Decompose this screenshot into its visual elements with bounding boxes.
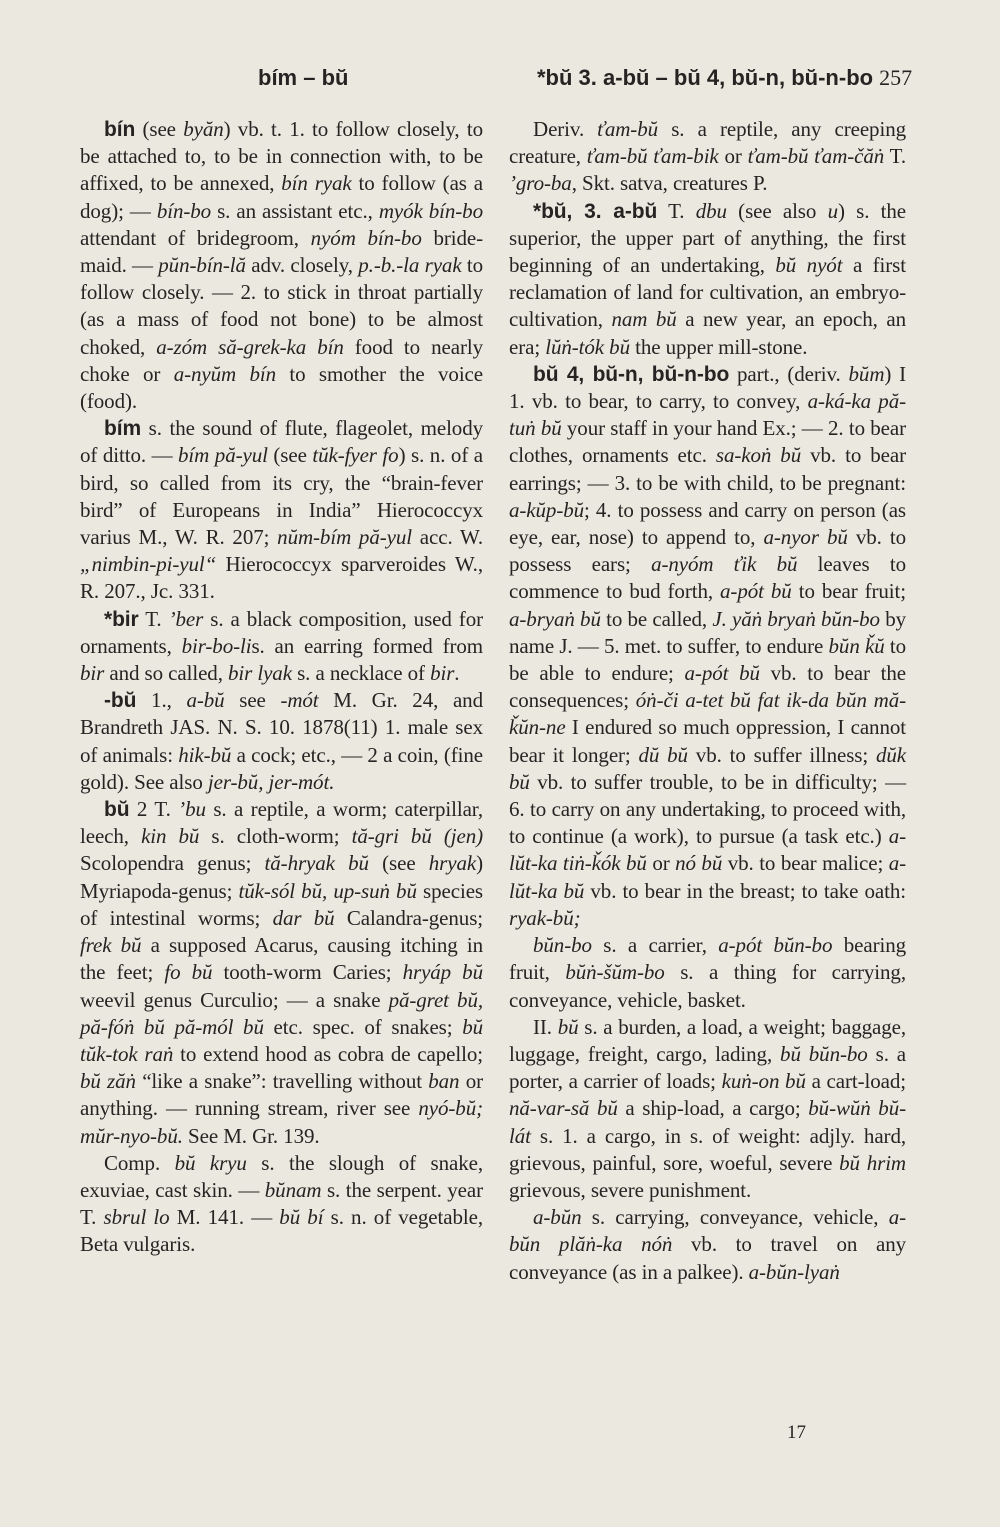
entry-text: or: [646, 851, 676, 876]
entry-text: T.: [138, 606, 169, 631]
entry-text: the upper mill-stone.: [629, 334, 808, 359]
entry-text: s. a thing for carrying, conveyance, vehicle, basket.: [509, 960, 906, 1012]
entry-text: a supposed Acarus, causing itching in the feet;: [80, 933, 483, 985]
entry-text: by name J. — 5. met. to suffer, to endure: [509, 606, 907, 658]
italic-term: dŭ bŭ: [638, 742, 688, 767]
entry-text: and so called,: [104, 661, 228, 686]
italic-term: bín ryak: [281, 171, 352, 196]
entry-text: adv. closely,: [245, 253, 359, 278]
entry-abun: [509, 1204, 906, 1286]
entry-text: or: [718, 144, 748, 169]
entry-text: 2 T.: [129, 797, 179, 822]
italic-term: byăn: [183, 117, 224, 141]
entry-text: bearing fruit,: [509, 933, 907, 985]
italic-term: ’bu: [178, 797, 206, 822]
italic-term: hryáp bŭ: [402, 960, 483, 985]
entry-text: to smother the voice (food).: [80, 361, 483, 414]
italic-term: nam bŭ: [611, 307, 677, 332]
entry-bunbo: [509, 932, 906, 1014]
entry-bu4: [509, 361, 906, 932]
italic-term: nyó-bŭ; mŭr-nyo-bŭ.: [80, 1096, 483, 1148]
entry-text: Hierococcyx sparveroides W., R. 207., Jc. 331.: [80, 552, 483, 604]
italic-term: hryak: [428, 851, 477, 876]
entry-text: s. 1. a cargo, in s. of weight: adjly. hard, grievous, painful, sore, woeful, severe: [509, 1123, 906, 1175]
headword: *bŭ, 3. a-bŭ: [533, 199, 658, 223]
entry-text: see: [224, 688, 281, 713]
entry-bu3: [509, 198, 906, 361]
italic-term: ťam-bŭ ťam-čăṅ: [747, 144, 885, 169]
italic-term: a-nyóm ťik bŭ: [651, 552, 798, 577]
italic-term: bŭ kryu: [174, 1150, 247, 1175]
running-head-right-text: *bŭ 3. a-bŭ – bŭ 4, bŭ-n, bŭ-n-bo: [537, 65, 874, 90]
italic-term: a-kŭp-bŭ: [509, 497, 585, 522]
italic-term: bŭṅ-šŭm-bo: [565, 960, 665, 985]
italic-term: lŭṅ-tók bŭ: [545, 334, 630, 359]
entry-text: , Skt. satva, creatures P.: [571, 171, 768, 196]
italic-term: a-zóm să-grek-ka bín: [156, 334, 344, 359]
italic-term: bŭ hrim: [839, 1150, 906, 1175]
entry-deriv: [509, 116, 906, 198]
entry-text: part., (deriv.: [729, 361, 849, 386]
italic-term: óṅ-či a-tet bŭ fat ik-da bŭn mă-ǩŭn-ne: [509, 688, 906, 740]
entry-text: T.: [884, 144, 906, 169]
italic-term: bŭ bí: [279, 1205, 324, 1230]
entry-text: vb. to bear earrings; — 3. to be with child, to be pregnant:: [509, 443, 906, 495]
headword: bŭ 4, bŭ-n, bŭ-n-bo: [533, 362, 730, 386]
italic-term: myók bín-bo: [378, 198, 483, 223]
entry-text: species of intestinal worms;: [80, 878, 483, 930]
italic-term: bir: [80, 661, 105, 686]
entry-text: to extend hood as cobra de capello;: [173, 1041, 483, 1066]
entry-text: (see: [267, 443, 313, 468]
entry-text: to follow (as a dog); —: [80, 171, 483, 223]
entry-text: M. 141. —: [169, 1205, 280, 1230]
entry-text: vb. to bear malice;: [722, 851, 889, 876]
italic-term: a-bŭn: [533, 1205, 582, 1230]
entry-text: s. the sound of flute, flageolet, melody of ditto. —: [80, 416, 483, 468]
italic-term: pŭn-bín-lă: [158, 253, 246, 278]
entry-text: Comp.: [104, 1150, 175, 1175]
entry-comp: [80, 1150, 483, 1259]
entry-text: acc. W.: [411, 525, 483, 550]
entry-text: food to nearly choke or: [80, 334, 483, 386]
entry-text: .: [454, 661, 460, 686]
entry-text: II.: [533, 1014, 558, 1039]
entry-text: to follow closely. — 2. to stick in throat partially (as a mass of food not bone) to be almost choked,: [80, 253, 483, 359]
entry-text: a first reclamation of land for cultivation, an embryo-cultivation,: [509, 253, 906, 332]
entry-text: ) s. the superior, the upper part of anything, the first beginning of an undertaking,: [509, 198, 906, 278]
entry-text: vb. to travel on any conveyance (as in a palkee).: [509, 1232, 907, 1284]
entry-text: s. the slough of snake, exuviae, cast skin. —: [80, 1150, 484, 1202]
entry-text: s. a burden, a load, a weight; baggage, luggage, freight, cargo, lading,: [509, 1014, 906, 1066]
headword: bín: [104, 118, 136, 141]
entry-text: s. n. of vegetable, Beta vulgaris.: [80, 1205, 483, 1257]
entry-text: (see also: [726, 198, 828, 223]
italic-term: a-bŭn-lyaṅ: [748, 1259, 840, 1284]
entry-text: Deriv.: [533, 117, 598, 141]
entry-text: or anything. — running stream, river see: [80, 1069, 483, 1121]
italic-term: nŭm-bím pă-yul: [277, 525, 412, 550]
italic-term: bŭ bŭn-bo: [780, 1041, 868, 1066]
italic-term: frek bŭ: [80, 933, 142, 958]
entry-text: ) Myriapoda-genus;: [80, 851, 484, 903]
italic-term: ’ber: [168, 606, 204, 631]
entry-text: s. cloth-worm;: [199, 824, 352, 849]
italic-term: tŭk-sól bŭ, up-suṅ bŭ: [238, 878, 417, 903]
entry-text: ) vb. t. 1. to follow closely, to be attached to, to be in connection with, to be affixed, to be annexed,: [80, 117, 483, 196]
entry-text: etc. spec. of snakes;: [263, 1014, 463, 1039]
entry-text: s. a reptile, a worm; caterpillar, leech,: [80, 797, 483, 849]
entry-text: a cock; etc., — 2 a coin, (fine gold). See also: [80, 742, 483, 794]
italic-term: a-bŭ: [186, 688, 225, 713]
italic-term: bŭ-wŭṅ bŭ-lát: [509, 1096, 906, 1148]
entry-text: T.: [657, 198, 696, 223]
entry-bim: [80, 415, 483, 605]
italic-term: a-bŭn plăṅ-ka nóṅ: [509, 1205, 906, 1257]
running-head-left: bím – bŭ: [258, 65, 349, 90]
italic-term: bŭ zăṅ: [80, 1069, 136, 1094]
entry-text: s. carrying, conveyance, vehicle,: [581, 1205, 889, 1230]
italic-term: dbu: [695, 198, 727, 223]
italic-term: bŭn ǩŭ: [828, 633, 885, 658]
entry-text: to be called,: [600, 606, 713, 631]
entry-text: s. an assistant etc.,: [211, 198, 379, 223]
italic-term: tŭk-fyer fo: [312, 443, 399, 468]
italic-term: bir: [430, 661, 455, 686]
entry-text: (see: [368, 851, 429, 876]
italic-term: bir lyak: [228, 661, 292, 686]
italic-term: nă-var-să bŭ: [509, 1096, 618, 1121]
entry-text: Scolopendra genus;: [80, 851, 265, 876]
italic-term: ’gro-ba: [509, 171, 572, 196]
italic-term: pă-gret bŭ, pă-fóṅ bŭ pă-mól bŭ: [80, 987, 483, 1039]
italic-term: „nimbin-pi-yul“: [80, 552, 217, 577]
entry-text: s. a necklace of: [291, 661, 431, 686]
entry-text: grievous, severe punishment.: [509, 1177, 752, 1202]
entry-bu2: [80, 796, 483, 1150]
italic-term: bím pă-yul: [178, 443, 268, 468]
entry-text: a ship-load, a cargo;: [617, 1096, 809, 1121]
italic-term: p.-b.-la ryak: [358, 253, 462, 278]
italic-term: ťam-bŭ ťam-bik: [586, 144, 719, 169]
right-column: [509, 116, 906, 1286]
signature-mark: 17: [787, 1422, 806, 1443]
headword: *bir: [104, 607, 139, 631]
entry-text: s. the serpent. year T.: [80, 1177, 483, 1230]
italic-term: a-ká-ka pă-tuṅ bŭ: [509, 389, 906, 441]
entry-text: ) s. n. of a bird, so called from its cry, the “brain-fever bird” of Europeans in India” Hierococcyx varius M., W. R. 207;: [80, 443, 483, 550]
italic-term: u: [827, 198, 838, 223]
italic-term: bŭ: [557, 1014, 579, 1039]
entry-text: your staff in your hand Ex.; — 2. to bear clothes, ornaments etc.: [509, 416, 906, 468]
italic-term: jer-bŭ, jer-mót.: [207, 769, 335, 794]
headword: -bŭ: [104, 689, 137, 713]
entry-text: s. an earring formed from: [251, 633, 483, 658]
left-column: [80, 116, 483, 1259]
entry-text: “like a snake”: travelling without: [135, 1069, 429, 1094]
italic-term: ryak-bŭ;: [509, 905, 581, 930]
entry-text: tooth-worm Caries;: [212, 960, 403, 985]
italic-term: a-nyŭm bín: [173, 361, 277, 386]
headword: bím: [104, 417, 142, 441]
italic-term: sa-koṅ bŭ: [715, 443, 802, 468]
entry-text: s. a reptile, any creeping creature,: [509, 117, 906, 169]
entry-bir: [80, 606, 483, 688]
entry-text: 1.,: [136, 688, 187, 713]
page-number: 257: [879, 65, 913, 90]
entry-text: Calandra-genus;: [334, 905, 483, 930]
italic-term: J. yăṅ bryaṅ bŭn-bo: [712, 606, 880, 631]
entry-text: vb. to bear in the breast; to take oath:: [584, 878, 906, 903]
entry-text: vb. to possess ears;: [509, 525, 907, 577]
italic-term: bín-bo: [156, 198, 212, 223]
italic-term: a-lŭt-ka tiṅ-ǩók bŭ: [509, 824, 906, 876]
italic-term: a-nyor bŭ: [763, 525, 848, 550]
entry-bu1: [80, 687, 483, 796]
italic-term: dŭk bŭ: [509, 742, 906, 794]
entry-text: vb. to suffer trouble, to be in difficulty; — 6. to carry on any undertaking, to proceed with, to continue (a work), to pursue (a task etc.): [509, 769, 906, 849]
italic-term: bŭ nyót: [775, 253, 843, 278]
entry-text: M. Gr. 24, and Brandreth JAS. N. S. 10. 1878(11) 1. male sex of animals:: [80, 688, 483, 767]
entry-text: weevil genus Curculio; — a snake: [80, 987, 389, 1012]
headword: bŭ: [104, 798, 130, 822]
running-head-right: [537, 64, 912, 92]
entry-text: to bear fruit;: [791, 579, 906, 604]
italic-term: kin bŭ: [141, 824, 200, 849]
italic-term: a-bryaṅ bŭ: [509, 606, 601, 631]
italic-term: a-pót bŭ: [720, 579, 792, 604]
italic-term: a-lŭt-ka bŭ: [509, 851, 906, 903]
italic-term: bŭn-bo: [533, 933, 592, 958]
entry-text: leaves to commence to bud forth,: [509, 552, 906, 604]
entry-text: vb. to bear the consequences;: [509, 661, 906, 713]
italic-term: nyóm bín-bo: [310, 225, 422, 250]
italic-term: hik-bŭ: [178, 742, 232, 767]
italic-term: a-pót bŭn-bo: [718, 933, 833, 958]
italic-term: bŭm: [848, 361, 885, 386]
entry-bin: [80, 116, 483, 415]
entry-text: s. a black composition, used for ornaments,: [80, 606, 483, 658]
italic-term: sbrul lo: [103, 1205, 170, 1230]
italic-term: nó bŭ: [675, 851, 723, 876]
italic-term: ban: [428, 1069, 460, 1094]
italic-term: a-pót bŭ: [684, 661, 760, 686]
italic-term: ťam-bŭ: [597, 117, 658, 141]
entry-text: s. a carrier,: [591, 933, 719, 958]
italic-term: tă-gri bŭ (jen): [351, 824, 483, 849]
italic-term: dar bŭ: [272, 905, 335, 930]
entry-text: See M. Gr. 139.: [182, 1123, 320, 1148]
italic-term: bir-bo-li: [181, 633, 252, 658]
entry-text: bride-maid. —: [80, 225, 483, 278]
italic-term: bŭnam: [264, 1177, 322, 1202]
entry-text: a cart-load;: [805, 1069, 906, 1094]
italic-term: tă-hryak bŭ: [264, 851, 369, 876]
italic-term: fo bŭ: [164, 960, 213, 985]
entry-text: I endured so much oppression, I cannot bear it longer;: [509, 715, 906, 767]
entry-ii: [509, 1014, 906, 1204]
entry-text: to be able to endure;: [509, 633, 906, 686]
entry-text: ) I 1. vb. to bear, to carry, to convey,: [509, 361, 907, 414]
entry-text: a new year, an epoch, an era;: [509, 307, 907, 359]
entry-text: (see: [135, 117, 184, 141]
entry-text: ; 4. to possess and carry on person (as eye, ear, nose) to append to,: [509, 497, 906, 550]
entry-text: attendant of bridegroom,: [80, 225, 311, 250]
italic-term: kuṅ-on bŭ: [721, 1069, 806, 1094]
italic-term: bŭ tŭk-tok raṅ: [80, 1014, 483, 1066]
entry-text: vb. to suffer illness;: [687, 742, 876, 767]
entry-text: s. a porter, a carrier of loads;: [509, 1041, 907, 1094]
italic-term: -mót: [280, 688, 319, 713]
